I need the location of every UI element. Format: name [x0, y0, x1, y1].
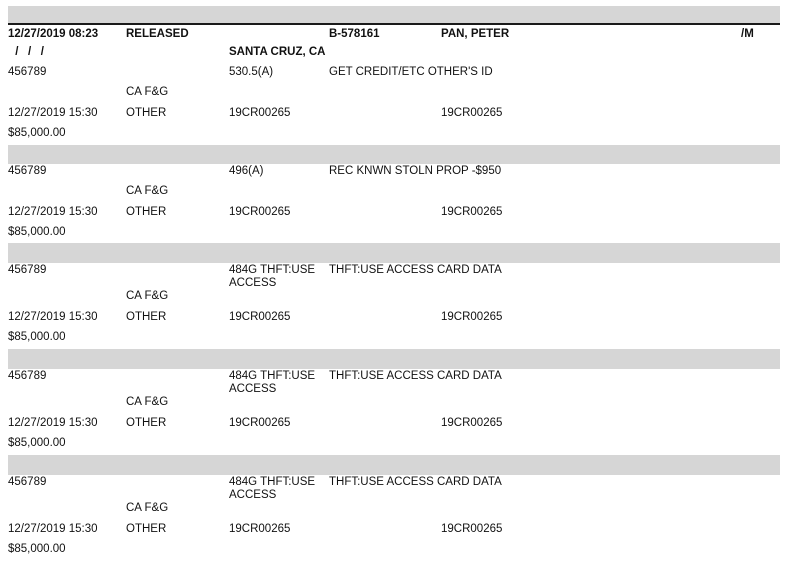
charge-court-case: 19CR00265	[441, 206, 503, 218]
charge-case-number: 19CR00265	[229, 107, 291, 119]
charge-bail: $85,000.00	[8, 437, 66, 449]
charge-type: OTHER	[126, 523, 167, 535]
charge-bail: $85,000.00	[8, 331, 66, 343]
charge-description: THFT:USE ACCESS CARD DATA	[329, 370, 502, 382]
charge-code: 484G THFT:USE ACCESS	[229, 264, 316, 289]
charge-description: THFT:USE ACCESS CARD DATA	[329, 264, 502, 276]
top-band	[8, 6, 780, 23]
charge-court-case: 19CR00265	[441, 107, 503, 119]
charge-bail: $85,000.00	[8, 226, 66, 238]
charge-agency: CA F&G	[126, 502, 169, 514]
charge-description: GET CREDIT/ETC OTHER'S ID	[329, 66, 493, 78]
charge-date: 12/27/2019 15:30	[8, 417, 98, 429]
header-suffix: /M	[741, 28, 754, 40]
charge-code: 496(A)	[229, 165, 264, 177]
header-status: RELEASED	[126, 28, 189, 40]
charge-date: 12/27/2019 15:30	[8, 107, 98, 119]
charge-agency: CA F&G	[126, 290, 169, 302]
header-name: PAN, PETER	[441, 28, 510, 40]
charge-court-case: 19CR00265	[441, 523, 503, 535]
charge-id: 456789	[8, 476, 47, 488]
charge-case-number: 19CR00265	[229, 206, 291, 218]
charge-type: OTHER	[126, 107, 167, 119]
separator-band	[8, 455, 780, 475]
charge-code: 484G THFT:USE ACCESS	[229, 476, 316, 501]
charge-agency: CA F&G	[126, 185, 169, 197]
charge-case-number: 19CR00265	[229, 311, 291, 323]
charge-description: THFT:USE ACCESS CARD DATA	[329, 476, 502, 488]
header-location: SANTA CRUZ, CA	[229, 46, 326, 58]
charge-case-number: 19CR00265	[229, 417, 291, 429]
separator-band	[8, 243, 780, 263]
charge-description: REC KNWN STOLN PROP -$950	[329, 165, 502, 177]
charge-id: 456789	[8, 165, 47, 177]
separator-band	[8, 349, 780, 369]
charge-date: 12/27/2019 15:30	[8, 311, 98, 323]
charge-case-number: 19CR00265	[229, 523, 291, 535]
charge-agency: CA F&G	[126, 86, 169, 98]
separator-band	[8, 145, 780, 164]
charge-bail: $85,000.00	[8, 127, 66, 139]
charge-bail: $85,000.00	[8, 543, 66, 555]
charge-court-case: 19CR00265	[441, 311, 503, 323]
header-datetime: 12/27/2019 08:23	[8, 28, 99, 40]
charge-court-case: 19CR00265	[441, 417, 503, 429]
header-rule	[8, 23, 780, 25]
charge-type: OTHER	[126, 206, 167, 218]
charge-id: 456789	[8, 264, 47, 276]
charge-code: 530.5(A)	[229, 66, 274, 78]
header-booking: B-578161	[329, 28, 380, 40]
charge-id: 456789	[8, 370, 47, 382]
header-dob: / / /	[12, 46, 44, 58]
charge-date: 12/27/2019 15:30	[8, 206, 98, 218]
charge-type: OTHER	[126, 417, 167, 429]
charge-date: 12/27/2019 15:30	[8, 523, 98, 535]
charge-agency: CA F&G	[126, 396, 169, 408]
charge-id: 456789	[8, 66, 47, 78]
charge-code: 484G THFT:USE ACCESS	[229, 370, 316, 395]
charge-type: OTHER	[126, 311, 167, 323]
